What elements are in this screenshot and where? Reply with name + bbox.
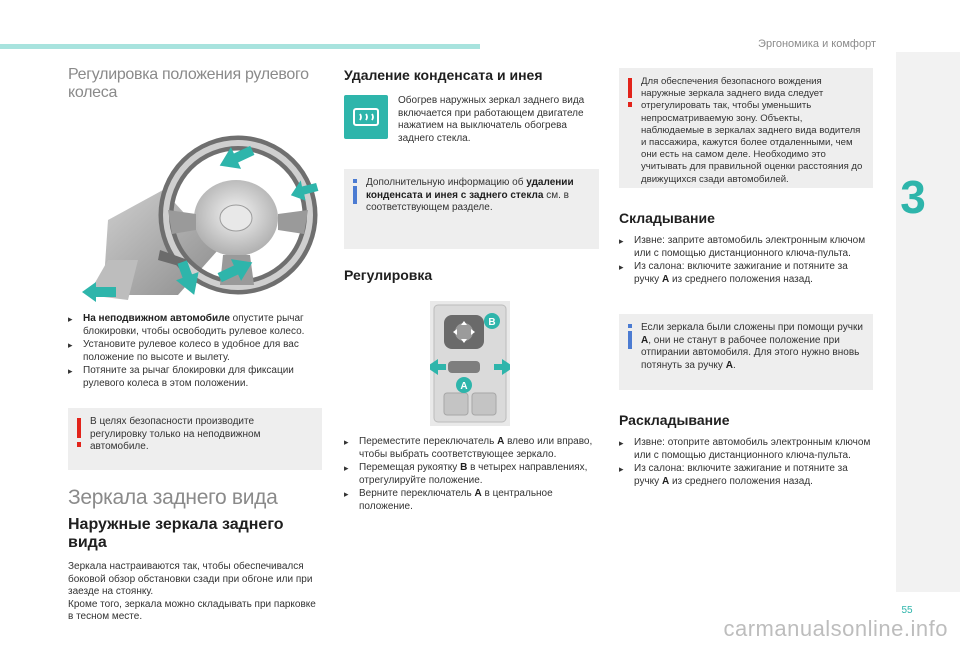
warning-text: В целях безопасности производите регулировку только на неподвижном автомобиле. [90,416,261,452]
chapter-number: 3 [900,171,926,223]
page-number: 55 [901,605,913,616]
mirrors-title: Зеркала заднего вида [68,486,278,509]
steering-wheel-illustration [68,110,322,305]
defog-title: Удаление конденсата и инея [344,67,543,83]
unfold-instructions [619,437,873,488]
chapter-side-tab [896,52,960,592]
list-item: ▸ Из салона: включите зажигание и потяните за ручку A из среднего положения назад. [619,463,848,487]
list-item: ▸ Верните переключатель A в центральное положение. [344,488,553,512]
list-item: ▸ Потяните за рычаг блокировки для фиксации рулевого колеса в этом положении. [68,365,294,389]
fold-instructions [619,235,873,286]
list-item: ▸ Из салона: включите зажигание и потяните за ручку A из среднего положения назад. [619,261,848,285]
column-left [68,60,322,624]
steering-instructions [68,313,322,390]
list-item: ▸ Перемещая рукоятку B в четырех направлениях, отрегулируйте положение. [344,462,588,486]
steering-warning-box [68,408,322,470]
steering-title: Регулировка положения рулевого колеса [68,66,309,101]
defog-info-text: Дополнительную информацию об удалении конденсата и инея с заднего стекла см. в соответствующем разделе. [366,177,574,213]
list-item: ▸ Переместите переключатель A влево или вправо, чтобы выбрать соответствующее зеркало. [344,436,593,460]
header-accent-bar [0,44,480,49]
warning-icon [627,78,633,108]
adjust-title: Регулировка [344,267,433,283]
list-item: ▸ Установите рулевое колесо в удобное для вас положение по высоте и вылету. [68,339,299,363]
fold-title: Складывание [619,210,715,226]
column-middle [344,60,599,514]
defog-block [344,95,599,155]
mirror-control-illustration [430,301,510,426]
watermark: carmanualsonline.info [723,616,948,641]
mirror-safety-text: Для обеспечения безопасного вождения наружные зеркала заднего вида следует отрегулировать так, чтобы уменьшить непросматриваемую зону. Объекты, наблюдаемые в зеркалах заднего вида водителя и пассажира, кажутся более отдаленными, чем они есть на самом деле. Необходимо это учитывать для правильной оценки расстояния до движущихся сзади автомобилей. [641,76,863,185]
info-icon [627,324,633,350]
unfold-title: Раскладывание [619,412,730,428]
adjust-instructions [344,436,599,513]
rear-defrost-icon [344,95,388,139]
defog-info-box [344,169,599,249]
list-item: ▸ На неподвижном автомобиле опустите рычаг блокировки, чтобы освободить рулевое колесо. [68,313,305,337]
outer-mirrors-title: Наружные зеркала заднего вида [68,516,284,551]
outer-mirrors-text-1: Зеркала настраиваются так, чтобы обеспечивался боковой обзор обстановки сзади при обгоне или при заезде на стоянку. [68,561,313,597]
defog-text: Обогрев наружных зеркал заднего вида включается при работающем двигателе нажатием на выключатель обогрева заднего стекла. [398,95,585,144]
outer-mirrors-text-2: Кроме того, зеркала можно складывать при парковке в тесном месте. [68,598,316,622]
fold-info-box [619,314,873,390]
label-a: A [460,381,468,392]
list-item: ▸ Извне: отоприте автомобиль электронным ключом или с помощью дистанционного ключа-пульта. [619,437,871,461]
section-header-title: Эргономика и комфорт [758,38,876,50]
column-right [619,60,873,489]
label-b: B [488,317,496,328]
info-icon [352,179,358,205]
mirror-safety-warning-box [619,68,873,188]
list-item: ▸ Извне: заприте автомобиль электронным ключом или с помощью дистанционного ключа-пульта. [619,235,866,259]
fold-info-text: Если зеркала были сложены при помощи ручки A, они не станут в рабочее положение при отпирании автомобиля. Для этого нужно вновь потянуть за ручку A. [641,322,863,371]
warning-icon [76,418,82,448]
